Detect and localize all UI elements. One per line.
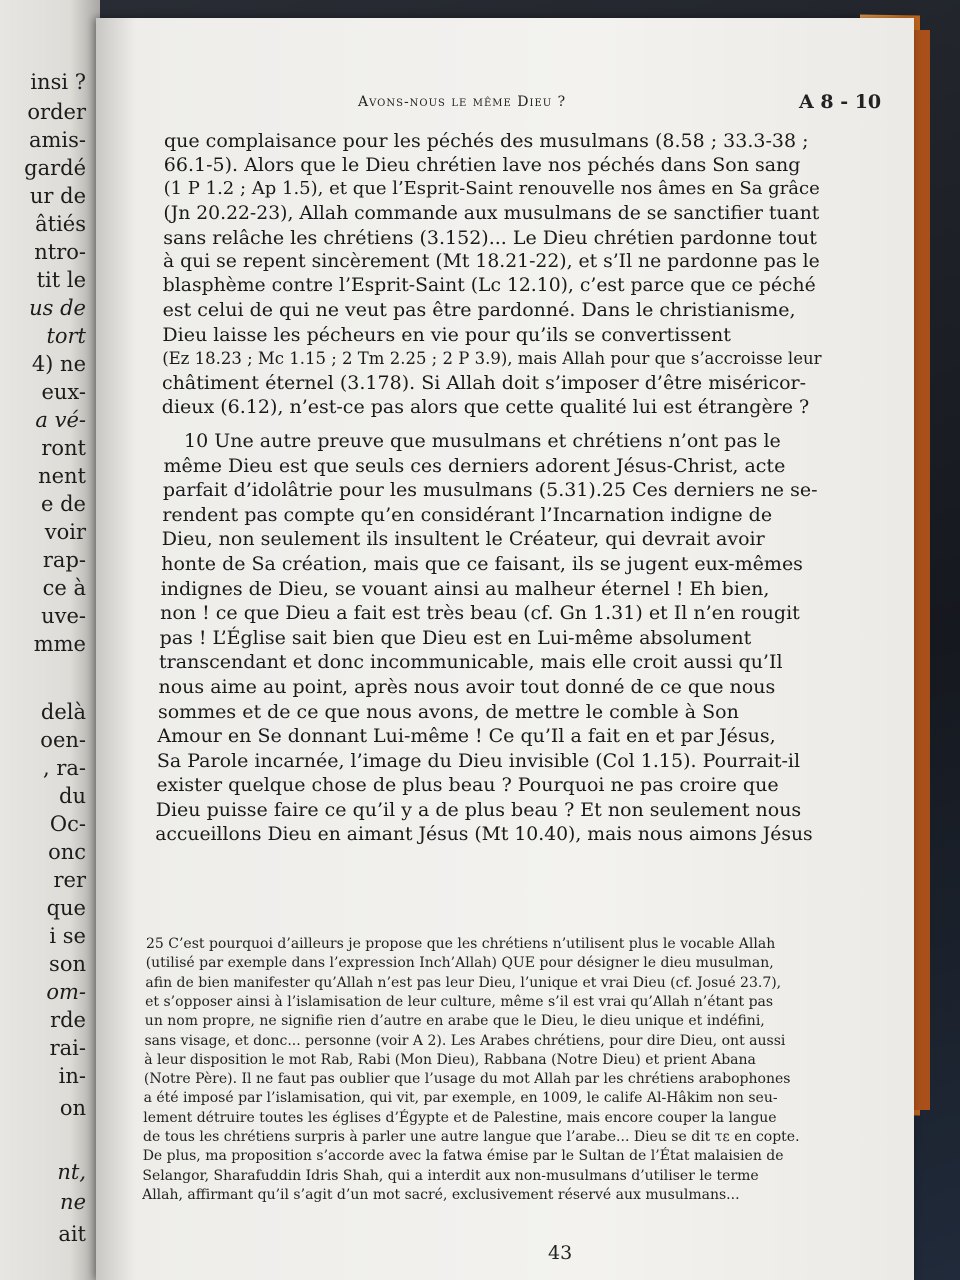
left-page-fragment: eux- [41,380,86,404]
section-reference: A 8 - 10 [799,91,882,113]
page-number: 43 [548,1242,573,1264]
footnote-line: à leur disposition le mot Rab, Rabi (Mon Dieu), Rabbana (Notre Dieu) et prient Abana [144,1051,756,1068]
left-page-fragment: a vé- [35,408,86,432]
left-page-fragment: i se [49,924,86,948]
left-page-fragment: ait [58,1222,86,1246]
body-line: transcendant et donc incommunicable, mais elle croit aussi qu’Il [159,651,783,674]
body-line: châtiment éternel (3.178). Si Allah doit s’imposer d’être miséricor- [162,372,807,394]
left-page-fragment: Oc- [49,812,86,836]
left-page-fragment: rer [53,868,86,892]
left-page-fragment: ce à [42,576,86,600]
left-page-fragment: rai- [49,1036,86,1060]
footnote-line: Selangor, Sharafuddin Idris Shah, qui a interdit aux non-musulmans d’utiliser le terme [142,1167,759,1184]
body-line: Dieu, non seulement ils insultent le Créateur, qui devrait avoir [161,528,765,551]
left-page-fragment: us de [29,296,86,320]
footnote-line: De plus, ma proposition s’accorde avec la fatwa émise par le Sultan de l’État malaisien de [142,1148,784,1165]
left-page-fragment: rap- [42,548,86,572]
left-page-fragment: ur de [29,184,86,208]
body-line: 66.1-5). Alors que le Dieu chrétien lave nos péchés dans Son sang [163,154,801,177]
body-line: 10 Une autre preuve que musulmans et chrétiens n’ont pas le [184,430,781,452]
left-page-fragment: in- [58,1064,86,1088]
body-line: exister quelque chose de plus beau ? Pourquoi ne pas croire que [156,774,779,797]
left-page-fragment: âtiés [35,212,86,236]
body-line: sommes et de ce que nous avons, de mettre le comble à Son [157,700,739,723]
left-page-fragment: nent [38,464,86,488]
footnote-line: afin de bien manifester qu’Allah n’est pas leur Dieu, l’unique et vrai Dieu (cf. Josué 23.7), [145,974,782,991]
body-line: sans relâche les chrétiens (3.152)... Le Dieu chrétien pardonne tout [163,226,817,249]
body-line: (1 P 1.2 ; Ap 1.5), et que l’Esprit-Saint renouvelle nos âmes en Sa grâce [163,178,820,200]
left-page-fragment: 4) ne [31,352,86,376]
footnote-line: (Notre Père). Il ne faut pas oublier que l’usage du mot Allah par les chrétiens arabophones [143,1071,791,1088]
left-page-fragment: om- [46,980,86,1004]
running-title: Avons-nous le même Dieu ? [358,94,567,110]
footnote-line: 25 C’est pourquoi d’ailleurs je propose que les chrétiens n’utilisent plus le vocable Allah [146,936,776,952]
left-page-fragment: uve- [41,604,86,628]
footnote-line: lement détruire toutes les églises d’Égypte et de Palestine, mais encore couper la langue [143,1109,777,1126]
footnote-line: un nom propre, ne signifie rien d’autre en arabe que le Dieu, le dieu unique et indéfini, [144,1013,765,1030]
body-line: est celui de qui ne veut pas être pardonné. Dans le christianisme, [162,299,796,322]
left-page-fragment: onc [48,840,86,864]
body-line: blasphème contre l’Esprit-Saint (Lc 12.10), c’est parce que ce péché [162,275,816,297]
body-line: Dieu laisse les pécheurs en vie pour qu’ils se convertissent [162,323,731,346]
left-page-fragment: mme [33,632,86,656]
left-page-fragment: son [49,952,86,976]
left-page-fragment: delà [40,700,86,724]
body-line: rendent pas compte qu’en considérant l’Incarnation indigne de [162,503,773,526]
footnote-line: et s’opposer ainsi à l’islamisation de leur culture, même s’il est vrai qu’Allah n’étant pas [145,993,774,1010]
body-line: (Ez 18.23 ; Mc 1.15 ; 2 Tm 2.25 ; 2 P 3.9), mais Allah pour que s’accroisse leur [162,348,822,368]
left-page-fragment: insi ? [30,70,86,94]
left-page-fragment: , ra- [42,756,86,780]
body-line: Amour en Se donnant Lui-même ! Ce qu’Il a fait en et par Jésus, [157,725,776,748]
body-line: pas ! L’Église sait bien que Dieu est en Lui-même absolument [159,626,752,649]
left-page-fragment: gardé [24,156,86,180]
body-line: honte de Sa création, mais que ce faisant, ils se jugent eux-mêmes [161,553,803,575]
footnote-line: a été imposé par l’islamisation, qui vit, par exemple, en 1009, le calife Al-Hâkim non seu- [143,1090,778,1107]
left-page-fragment: oen- [40,728,86,752]
left-page-fragment: on [59,1096,86,1120]
left-page-fragment: ront [41,436,86,460]
body-line: que complaisance pour les péchés des musulmans (8.58 ; 33.3-38 ; [164,130,809,152]
body-line: (Jn 20.22-23), Allah commande aux musulmans de se sanctifier tuant [163,202,820,224]
footnote-line: Allah, affirmant qu’il s’agit d’un mot sacré, exclusivement réservé aux musulmans... [142,1186,740,1203]
left-page-fragment: e de [41,492,86,516]
left-page-fragment: ne [60,1190,86,1214]
body-line: dieux (6.12), n’est-ce pas alors que cette qualité lui est étrangère ? [161,396,810,419]
footnote-line: sans visage, et donc... personne (voir A 2). Les Arabes chrétiens, pour dire Dieu, ont aussi [144,1032,786,1049]
body-line: accueillons Dieu en aimant Jésus (Mt 10.40), mais nous aimons Jésus [155,823,813,845]
left-facing-page [0,0,100,1280]
left-page-fragment: rde [50,1008,86,1032]
left-page-fragment: ntro- [34,240,86,264]
book-page [96,18,914,1280]
body-line: à qui se repent sincèrement (Mt 18.21-22), et s’Il ne pardonne pas le [163,251,820,272]
body-line: indignes de Dieu, se vouant ainsi au malheur éternel ! Eh bien, [160,577,770,600]
left-page-fragment: que [46,896,86,920]
body-line: non ! ce que Dieu a fait est très beau (cf. Gn 1.31) et Il n’en rougit [160,602,800,625]
body-line: nous aime au point, après nous avoir tout donné de ce que nous [158,676,776,698]
left-page-fragment: amis- [28,128,86,152]
footnote-line: (utilisé par exemple dans l’expression Inch’Allah) QUE pour désigner le dieu musulman, [145,955,774,972]
body-line: Sa Parole incarnée, l’image du Dieu invisible (Col 1.15). Pourrait-il [156,749,801,772]
left-page-fragment: order [27,100,86,124]
left-page-fragment: du [59,784,86,808]
body-line: Dieu puisse faire ce qu’il y a de plus beau ? Et non seulement nous [155,799,802,821]
left-page-fragment: voir [44,520,86,544]
body-line: parfait d’idolâtrie pour les musulmans (5.31).25 Ces derniers ne se- [162,479,818,502]
left-page-fragment: nt, [57,1160,86,1184]
footnote-line: de tous les chrétiens surpris à parler une autre langue que l’arabe... Dieu se dit τε en copte. [143,1129,800,1145]
left-page-fragment: tort [46,324,86,348]
left-page-fragment: tit le [36,268,86,292]
body-line: même Dieu est que seuls ces derniers adorent Jésus-Christ, acte [163,454,786,477]
